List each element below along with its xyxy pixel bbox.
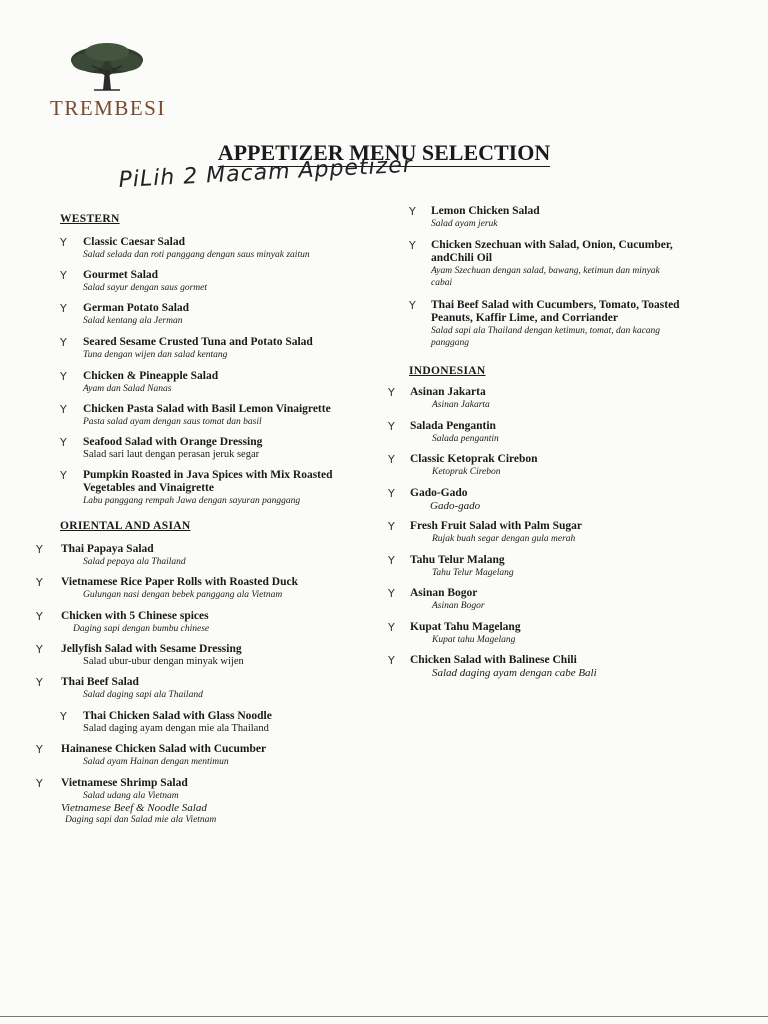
item-name: Asinan Bogor: [410, 587, 478, 599]
cocktail-glass-icon: Y: [409, 205, 416, 218]
item-name: German Potato Salad: [83, 302, 190, 314]
item-name: Jellyfish Salad with Sesame Dressing: [61, 643, 242, 655]
item-description: Salad daging ayam dengan mie ala Thailand: [83, 723, 269, 734]
section-oriental-title: ORIENTAL AND ASIAN: [60, 520, 191, 532]
item-description: Tuna dengan wijen dan salad kentang: [83, 350, 228, 360]
item-description: Salad selada dan roti panggang dengan saus minyak zaitun: [83, 250, 310, 260]
item-name: Chicken Pasta Salad with Basil Lemon Vinaigrette: [83, 403, 331, 415]
item-description: Salad pepaya ala Thailand: [83, 557, 186, 567]
cocktail-glass-icon: Y: [36, 777, 43, 790]
item-name-line2: andChili Oil: [431, 252, 493, 264]
section-western-title: WESTERN: [60, 213, 120, 225]
item-description: Ayam Szechuan dengan salad, bawang, ketimun dan minyak: [431, 266, 660, 276]
item-name: Pumpkin Roasted in Java Spices with Mix Roasted: [83, 469, 333, 481]
cocktail-glass-icon: Y: [36, 610, 43, 623]
item-description: Asinan Jakarta: [432, 400, 490, 410]
cocktail-glass-icon: Y: [60, 469, 67, 482]
handwritten-note: PiLih 2 Macam Appetizer: [118, 152, 414, 193]
item-name: Seafood Salad with Orange Dressing: [83, 436, 263, 448]
item-extra-name: Vietnamese Beef & Noodle Salad: [61, 802, 207, 814]
item-name: Kupat Tahu Magelang: [410, 621, 521, 633]
item-name: Thai Papaya Salad: [61, 543, 154, 555]
cocktail-glass-icon: Y: [60, 436, 67, 449]
tree-icon: [68, 40, 146, 96]
item-name: Chicken with 5 Chinese spices: [61, 610, 209, 622]
item-description: Labu panggang rempah Jawa dengan sayuran panggang: [83, 496, 301, 506]
item-name: Chicken & Pineapple Salad: [83, 370, 219, 382]
item-name: Fresh Fruit Salad with Palm Sugar: [410, 520, 582, 532]
cocktail-glass-icon: Y: [36, 543, 43, 556]
cocktail-glass-icon: Y: [36, 743, 43, 756]
item-description: Salad sari laut dengan perasan jeruk segar: [83, 449, 260, 460]
item-description: Salada pengantin: [432, 434, 499, 444]
page-bottom-edge: [0, 1016, 768, 1017]
page-title: APPETIZER MENU SELECTION: [217, 140, 551, 165]
item-name-line2: Peanuts, Kaffir Lime, and Corriander: [431, 312, 618, 324]
item-description: Daging sapi dengan bumbu chinese: [73, 624, 210, 634]
cocktail-glass-icon: Y: [388, 621, 395, 634]
item-name: Gourmet Salad: [83, 269, 159, 281]
cocktail-glass-icon: Y: [60, 370, 67, 383]
cocktail-glass-icon: Y: [60, 710, 67, 723]
item-name: Classic Caesar Salad: [83, 236, 186, 248]
item-name: Lemon Chicken Salad: [431, 205, 540, 217]
brand-name: TREMBESI: [50, 96, 166, 120]
cocktail-glass-icon: Y: [60, 302, 67, 315]
item-description: Ketoprak Cirebon: [432, 467, 501, 477]
item-name: Gado-Gado: [410, 487, 468, 499]
cocktail-glass-icon: Y: [60, 403, 67, 416]
item-description: Gado-gado: [430, 500, 481, 512]
item-name: Chicken Szechuan with Salad, Onion, Cucumber,: [431, 239, 673, 251]
cocktail-glass-icon: Y: [36, 643, 43, 656]
cocktail-glass-icon: Y: [60, 236, 67, 249]
item-name: Vietnamese Rice Paper Rolls with Roasted Duck: [61, 576, 299, 588]
item-description: Salad daging ayam dengan cabe Bali: [432, 667, 597, 679]
cocktail-glass-icon: Y: [388, 554, 395, 567]
item-description: Salad ayam jeruk: [431, 219, 498, 229]
item-description: Gulungan nasi dengan bebek panggang ala Vietnam: [83, 590, 283, 600]
item-description: Salad udang ala Vietnam: [83, 791, 179, 801]
section-indonesian-title: INDONESIAN: [409, 365, 486, 377]
item-name: Thai Chicken Salad with Glass Noodle: [83, 710, 272, 722]
cocktail-glass-icon: Y: [388, 487, 395, 500]
cocktail-glass-icon: Y: [36, 676, 43, 689]
cocktail-glass-icon: Y: [388, 520, 395, 533]
cocktail-glass-icon: Y: [60, 269, 67, 282]
item-description: Asinan Bogor: [432, 601, 485, 611]
cocktail-glass-icon: Y: [388, 587, 395, 600]
item-description: Salad kentang ala Jerman: [83, 316, 183, 326]
item-description: Salad ayam Hainan dengan mentimun: [83, 757, 229, 767]
item-name: Classic Ketoprak Cirebon: [410, 453, 538, 465]
cocktail-glass-icon: Y: [388, 386, 395, 399]
item-description: Kupat tahu Magelang: [432, 635, 516, 645]
item-name: Tahu Telur Malang: [410, 554, 505, 566]
cocktail-glass-icon: Y: [409, 239, 416, 252]
cocktail-glass-icon: Y: [36, 576, 43, 589]
item-description: Ayam dan Salad Nanas: [83, 384, 172, 394]
item-description: Salad daging sapi ala Thailand: [83, 690, 203, 700]
item-description: Salad sayur dengan saus gormet: [83, 283, 208, 293]
cocktail-glass-icon: Y: [409, 299, 416, 312]
item-extra-description: Daging sapi dan Salad mie ala Vietnam: [65, 815, 217, 825]
item-name: Thai Beef Salad with Cucumbers, Tomato, Toasted: [431, 299, 680, 311]
item-description: Salad ubur-ubur dengan minyak wijen: [83, 656, 244, 667]
cocktail-glass-icon: Y: [388, 654, 395, 667]
item-name: Seared Sesame Crusted Tuna and Potato Salad: [83, 336, 313, 348]
item-description: Tahu Telur Magelang: [432, 568, 514, 578]
item-name: Vietnamese Shrimp Salad: [61, 777, 188, 789]
item-description-line2: cabai: [431, 278, 453, 288]
item-description: Pasta salad ayam dengan saus tomat dan basil: [83, 417, 262, 427]
item-name-line2: Vegetables and Vinaigrette: [83, 482, 214, 494]
item-description-line2: panggang: [431, 338, 469, 348]
cocktail-glass-icon: Y: [388, 453, 395, 466]
cocktail-glass-icon: Y: [60, 336, 67, 349]
item-name: Chicken Salad with Balinese Chili: [410, 654, 577, 666]
item-name: Asinan Jakarta: [410, 386, 486, 398]
item-name: Thai Beef Salad: [61, 676, 139, 688]
item-description: Salad sapi ala Thailand dengan ketimun, tomat, dan kacang: [431, 326, 661, 336]
item-description: Rujak buah segar dengan gula merah: [432, 534, 576, 544]
item-name: Salada Pengantin: [410, 420, 496, 432]
cocktail-glass-icon: Y: [388, 420, 395, 433]
item-name: Hainanese Chicken Salad with Cucumber: [61, 743, 267, 755]
